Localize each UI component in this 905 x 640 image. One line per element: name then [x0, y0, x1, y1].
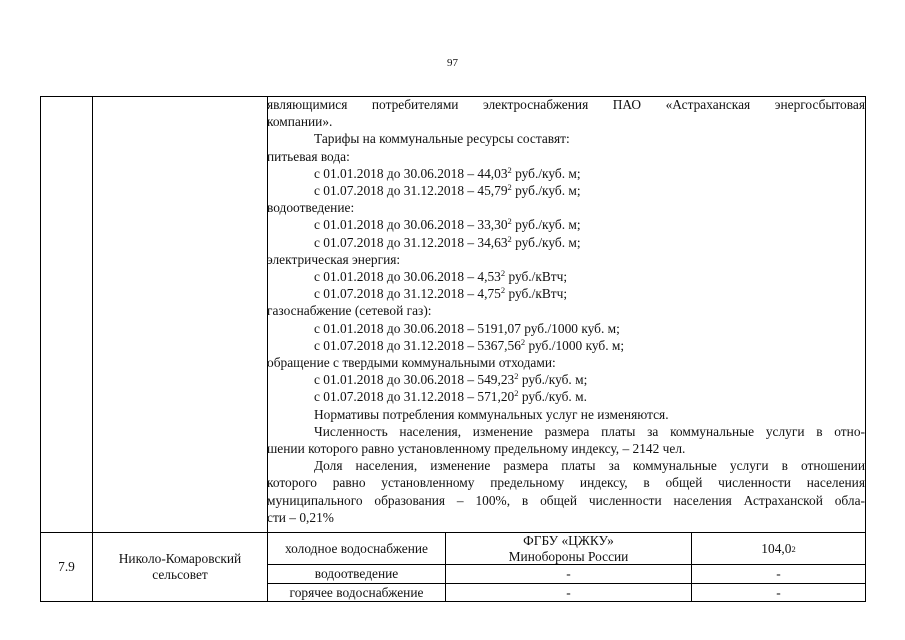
tariff-period-text: с 01.07.2018 до 31.12.2018 – 45,79	[314, 183, 508, 199]
tariff-period-text: с 01.07.2018 до 31.12.2018 – 571,20	[314, 389, 515, 405]
tariff-unit: руб./1000 куб. м;	[525, 337, 625, 353]
provider-name: -	[566, 584, 571, 600]
tariff-group-name: газоснабжение (сетевой газ):	[267, 303, 432, 319]
intro-line: компании».	[267, 114, 333, 130]
table-bottom-border	[40, 601, 866, 602]
population-share-text: сти – 0,21%	[267, 509, 334, 525]
tariffs-heading: Тарифы на коммунальные ресурсы составят:	[314, 131, 570, 147]
tariff-period-line	[267, 268, 865, 285]
col-border-number	[92, 96, 93, 601]
tariff-unit: руб./куб. м;	[511, 165, 581, 181]
population-share-text: Доля населения, изменение размера платы за коммунальные услуги в отношении	[314, 458, 865, 474]
tariff-unit: руб./куб. м;	[511, 183, 581, 199]
tariff-period-text: с 01.07.2018 до 31.12.2018 – 34,63	[314, 234, 508, 250]
footnote-mark: 2	[500, 285, 506, 296]
footnote-mark: 2	[507, 164, 512, 175]
index-value: -	[776, 566, 781, 581]
col-border-right	[865, 96, 866, 601]
tariff-period-text: с 01.01.2018 до 30.06.2018 – 33,30	[314, 217, 508, 233]
tariff-period-text: с 01.01.2018 до 30.06.2018 – 5191,07 руб./1000 куб. м;	[314, 320, 620, 336]
population-share-text: муниципального образования – 100%, в общей численности населения Астраханской обла-	[267, 492, 865, 508]
narrative-cell	[267, 96, 865, 526]
footnote-mark: 2	[514, 388, 519, 399]
tariff-period-line	[267, 234, 865, 251]
tariff-period-line	[267, 216, 865, 233]
index-value: 104,0 2	[761, 540, 796, 556]
tariff-table	[40, 96, 866, 601]
tariff-period-line	[267, 165, 865, 182]
tariff-group-name: водоотведение:	[267, 200, 355, 216]
provider-name: -	[566, 566, 571, 581]
footnote-mark: 2	[514, 371, 519, 382]
tariff-unit: руб./куб. м;	[511, 217, 581, 233]
norms-text: Нормативы потребления коммунальных услуг не изменяются.	[314, 406, 669, 422]
index-number: 104,0	[761, 540, 792, 556]
footnote-mark: 2	[500, 268, 506, 279]
population-text: Численность населения, изменение размера платы за коммунальные услуги в отно-	[314, 423, 865, 439]
index-value: -	[776, 584, 781, 600]
tariff-period-text: с 01.01.2018 до 30.06.2018 – 44,03	[314, 165, 508, 181]
footnote-mark: 2	[507, 233, 512, 244]
tariff-unit: руб./кВтч;	[505, 269, 568, 285]
tariff-unit: руб./кВтч;	[505, 286, 568, 302]
tariff-period-line	[267, 388, 865, 405]
row-number: 7.9	[58, 559, 75, 574]
tariff-group-name: питьевая вода:	[267, 148, 350, 164]
footnote-mark: 2	[507, 216, 512, 227]
footnote-mark: 2	[520, 336, 526, 347]
tariff-groups	[267, 148, 865, 406]
service-name: холодное водоснабжение	[284, 540, 429, 556]
population-share-text: которого равно установленному предельному индексу, в общей численности населения	[267, 475, 865, 491]
municipality-name: Николо-Комаровский сельсовет	[118, 551, 242, 582]
service-name: горячее водоснабжение	[289, 584, 424, 600]
tariff-period-text: с 01.07.2018 до 31.12.2018 – 5367,56	[314, 337, 521, 353]
provider-name: ФГБУ «ЦЖКУ» Минобороны России	[508, 532, 629, 564]
footnote-mark: 2	[507, 182, 512, 193]
tariff-period-line	[267, 320, 865, 337]
tariff-period-line	[267, 371, 865, 388]
tariff-group-name: обращение с твердыми коммунальными отходами:	[267, 355, 556, 371]
tariff-period-text: с 01.01.2018 до 30.06.2018 – 4,53	[314, 269, 501, 285]
tariff-period-line	[267, 285, 865, 302]
tariff-unit: руб./куб. м.	[518, 389, 587, 405]
tariff-group-name: электрическая энергия:	[267, 251, 401, 267]
tariff-period-text: с 01.01.2018 до 30.06.2018 – 549,23	[314, 372, 515, 388]
population-text: шении которого равно установленному предельному индексу, – 2142 чел.	[267, 441, 686, 457]
tariff-period-text: с 01.07.2018 до 31.12.2018 – 4,75	[314, 286, 501, 302]
service-name: водоотведение	[314, 566, 399, 581]
tariff-unit: руб./куб. м;	[511, 234, 581, 250]
page-number: 97	[447, 57, 458, 69]
intro-line: являющимися потребителями электроснабжения ПАО «Астраханская энергосбытовая	[267, 97, 865, 112]
col-border-left	[40, 96, 41, 601]
tariff-period-line	[267, 337, 865, 354]
tariff-unit: руб./куб. м;	[518, 372, 588, 388]
tariff-period-line	[267, 182, 865, 199]
